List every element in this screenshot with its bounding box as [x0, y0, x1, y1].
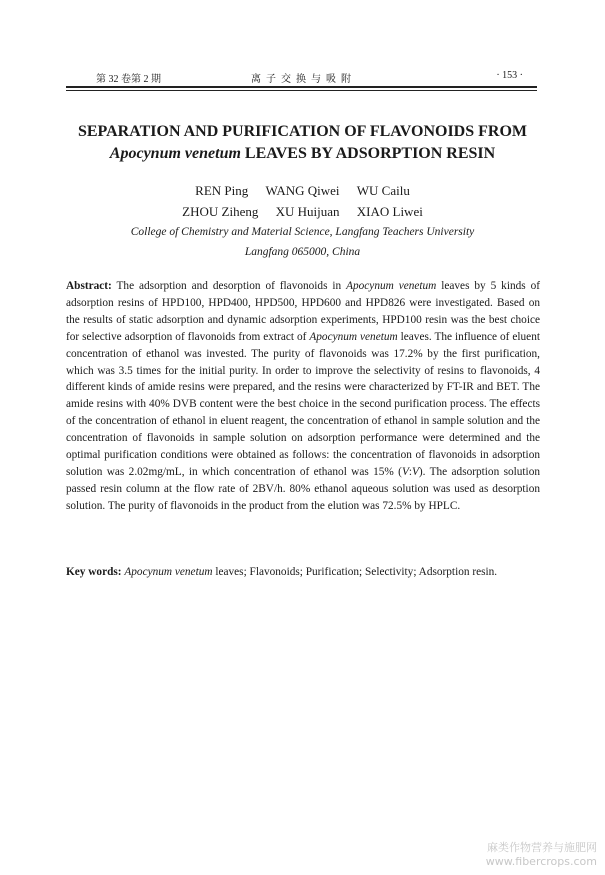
- author-name: WANG Qiwei: [265, 183, 340, 198]
- abstract-variable: V: [401, 465, 409, 478]
- watermark-url: www.fibercrops.com: [485, 855, 597, 868]
- journal-volume-issue: 第 32 卷第 2 期: [96, 74, 161, 85]
- affiliation-line-1: College of Chemistry and Material Science, Langfang Teachers University: [130, 226, 475, 238]
- abstract-text: leaves by 5 kinds of adsorption resins of HPD100, HPD400, HPD500, HPD600 and HPD826 were investigated. Based on the results of static adsorption and dynamic adsorption experiments, HPD100 resin was the best choice for selective adsorption of flavonoids from extract of: [66, 280, 540, 343]
- journal-name: 离子交换与吸附: [251, 74, 356, 85]
- header-rule-thick: [66, 86, 537, 88]
- abstract-variable: V: [411, 465, 419, 478]
- title-line-2-rest: LEAVES BY ADSORPTION RESIN: [240, 145, 496, 162]
- abstract-text: leaves. The influence of eluent concentration of ethanol was invested. The purity of flavonoids was 17.2% by the first purification, which was 3.5 times for the initial purity. In order to improve the selectivity of resins to flavonoids, 4 different kinds of amide resins were prepared, and the resins were characterized by FT-IR and BET. The amide resins with 40% DVB content were the best choice in the second purification process. The effects of the concentration of ethanol in eluent reagent, the concentration of ethanol in sample solution and the concentration of flavonoids in sample solution on adsorption performance were determined and the optimal purification conditions were obtained as follows: the concentration of flavonoids in adsorption solution was 2.02mg/mL, in which concentration of ethanol was 15% (: [66, 330, 540, 478]
- abstract-text: :: [408, 465, 412, 478]
- watermark: [486, 841, 597, 869]
- abstract: [66, 278, 540, 515]
- author-name: WU Cailu: [356, 183, 410, 198]
- title-species-name: Apocynum venetum: [109, 145, 241, 162]
- author-name: XIAO Liwei: [356, 204, 423, 219]
- abstract-text: The adsorption and desorption of flavonoids in: [111, 280, 347, 292]
- author-name: ZHOU Ziheng: [182, 204, 259, 219]
- author-row-2: [40, 204, 565, 220]
- watermark-site-name: 麻类作物营养与施肥网: [487, 841, 597, 854]
- affiliation-line-2: Langfang 065000, China: [244, 246, 361, 258]
- author-row-1: [40, 183, 565, 199]
- paper-title-line-2: [40, 143, 565, 164]
- paper-title-line-1: SEPARATION AND PURIFICATION OF FLAVONOIDS FROM: [77, 123, 528, 140]
- author-name: REN Ping: [195, 183, 249, 198]
- keywords: [66, 564, 540, 581]
- author-name: XU Huijuan: [275, 204, 340, 219]
- abstract-species-name: Apocynum venetum: [346, 280, 437, 292]
- page-number: · 153 ·: [496, 70, 523, 81]
- abstract-label: Abstract:: [66, 280, 112, 292]
- keywords-species-name: Apocynum venetum: [124, 566, 213, 578]
- running-header: [66, 70, 537, 84]
- keywords-text: leaves; Flavonoids; Purification; Selectivity; Adsorption resin.: [212, 566, 498, 578]
- abstract-species-name: Apocynum venetum: [309, 330, 398, 343]
- abstract-text: ). The adsorption solution passed resin column at the flow rate of 2BV/h. 80% ethanol aqueous solution was used as desorption solution. The purity of flavonoids in the product from the elution was 72.5% by HPLC.: [66, 465, 540, 512]
- header-rule-thin: [66, 90, 537, 91]
- keywords-label: Key words:: [66, 566, 122, 578]
